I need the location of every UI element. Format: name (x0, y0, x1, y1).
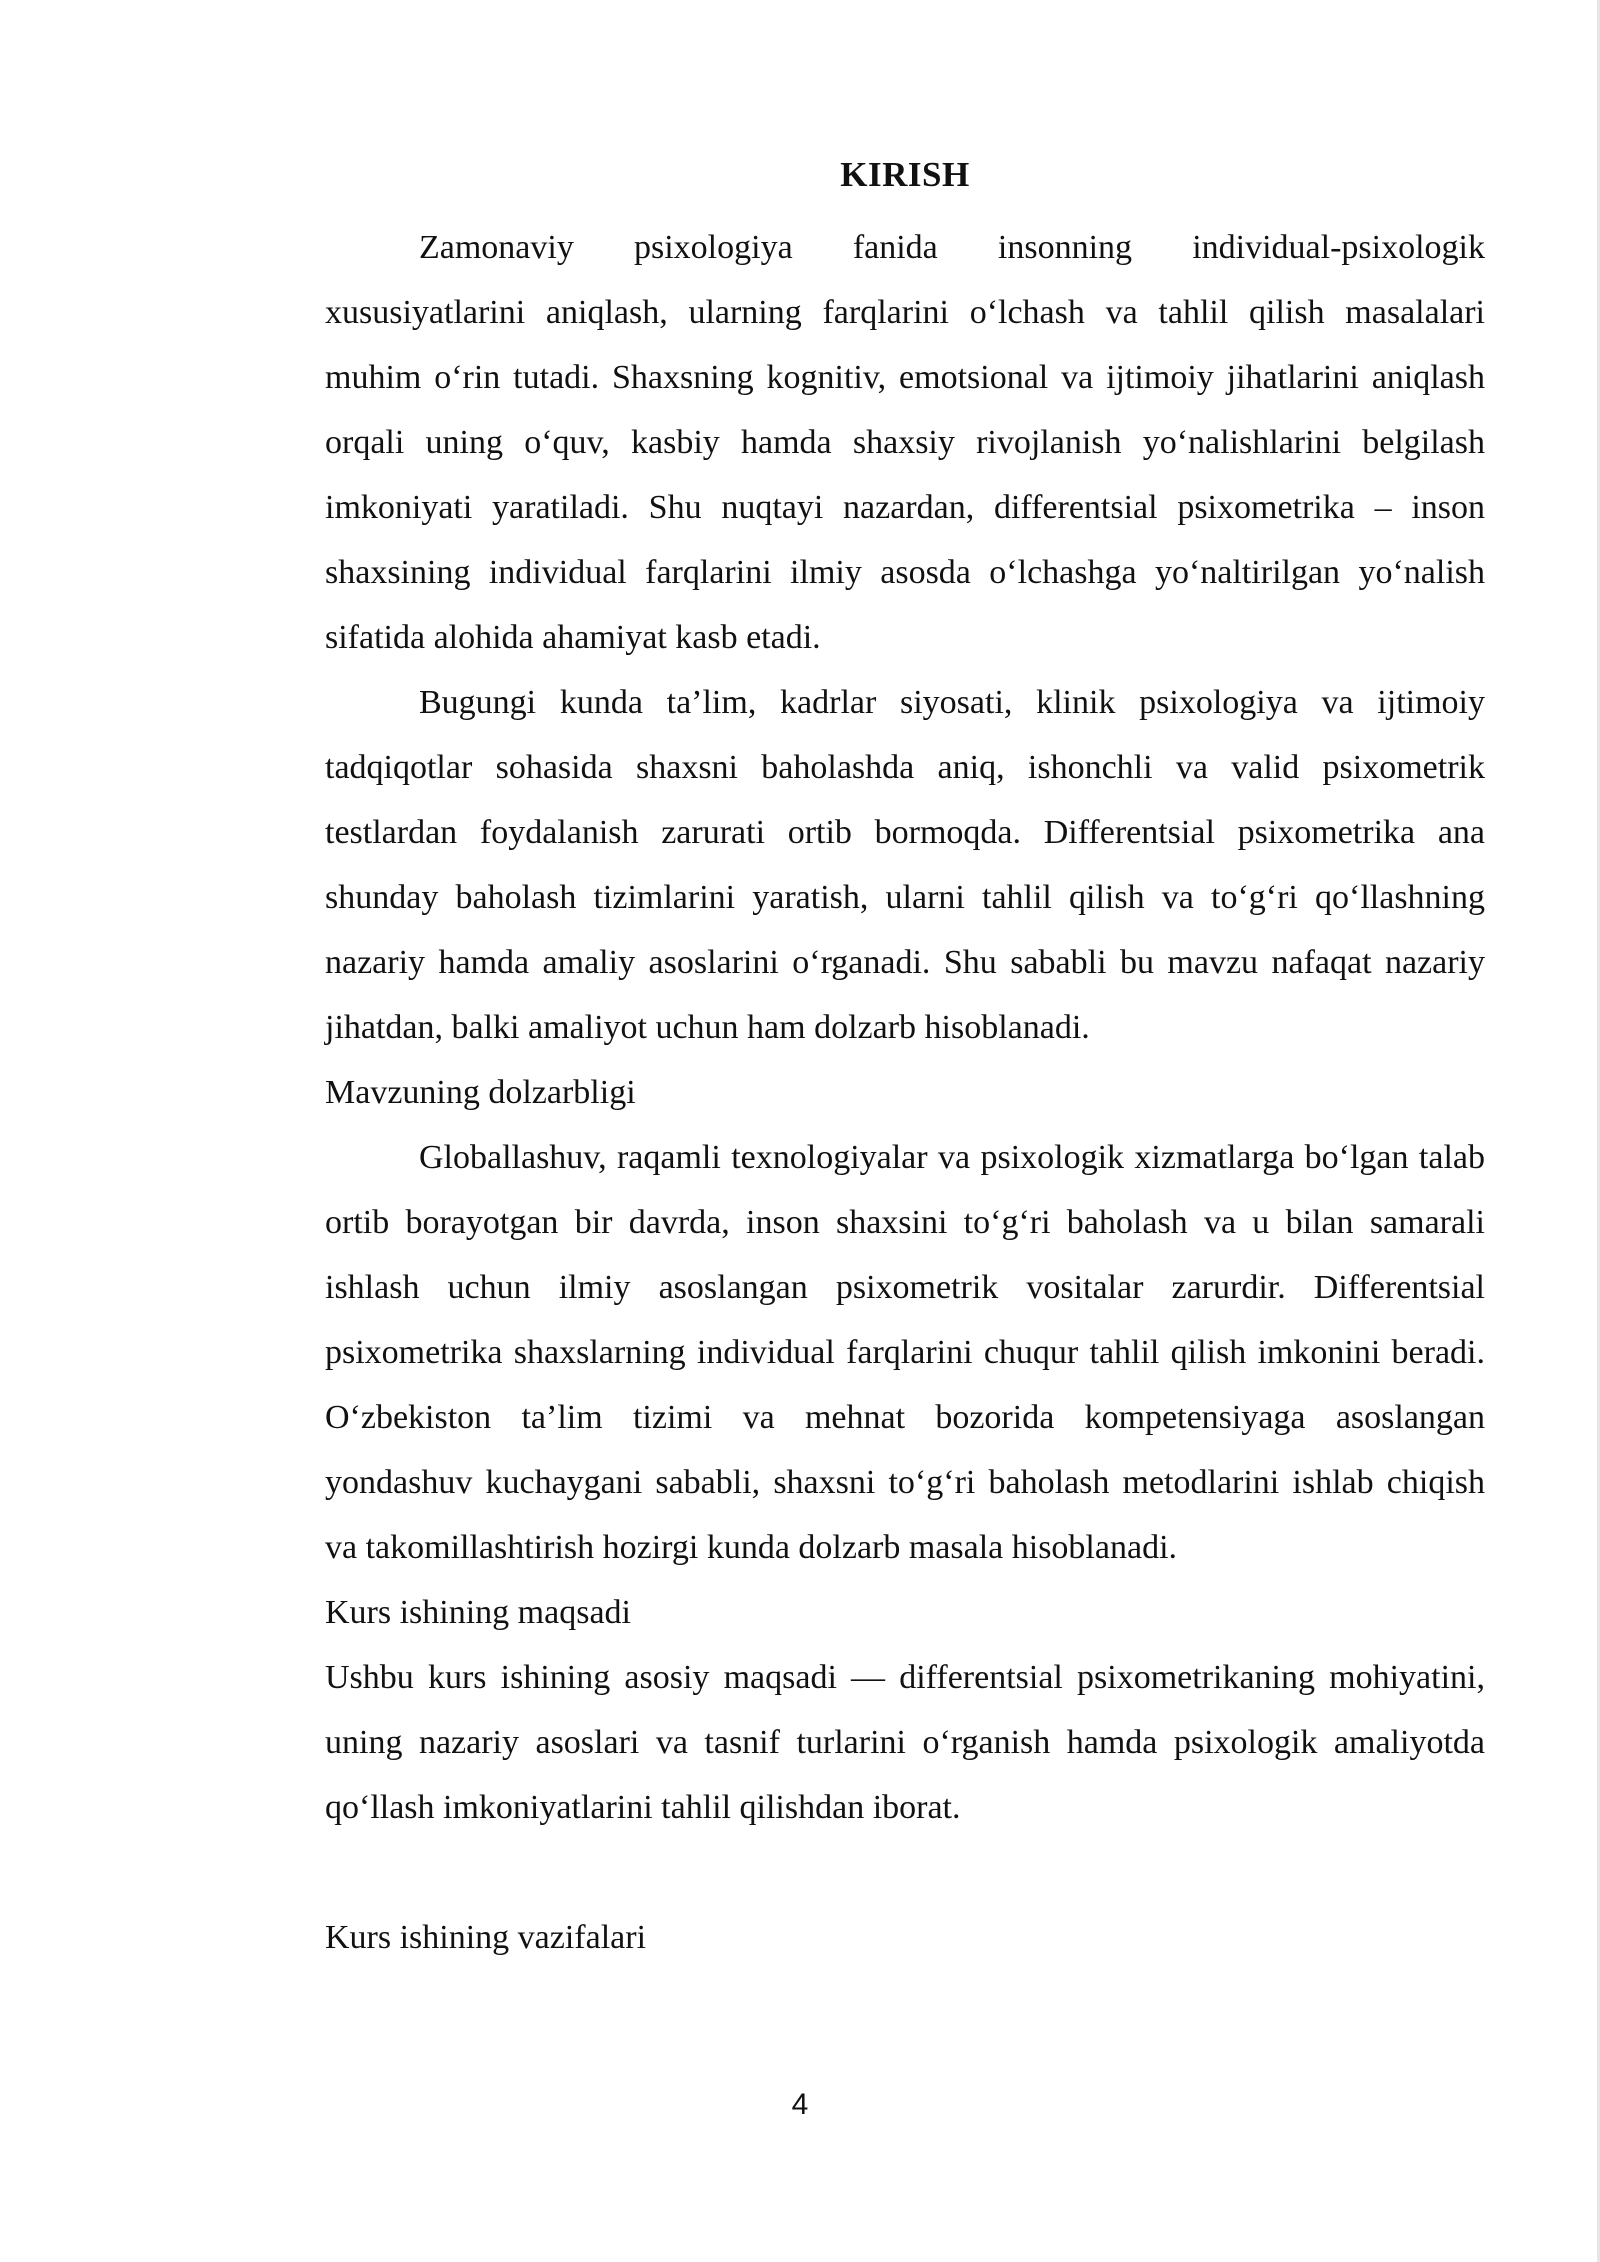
document-page (325, 150, 1485, 1970)
tasks-heading: Kurs ishining vazifalari (325, 1919, 647, 1956)
intro-paragraph-1: Zamonaviy psixologiya fanida insonning individual-psixologik xususiyatlarini aniqlash, ularning farqlarini o‘lchash va tahlil qilish masalalari muhim o‘rin tutadi. Shaxsning kognitiv, emotsional va ijtimoiy jihatlarini aniqlash orqali uning o‘quv, kasbiy hamda shaxsiy rivojlanish yo‘nalishlarini belgilash imkoniyati yaratiladi. Shu nuqtayi nazardan, differentsial psixometrika – inson shaxsining individual farqlarini ilmiy asosda o‘lchashga yo‘naltirilgan yo‘nalish sifatida alohida ahamiyat kasb etadi. (325, 229, 1485, 656)
intro-paragraph-2: Bugungi kunda ta’lim, kadrlar siyosati, klinik psixologiya va ijtimoiy tadqiqotlar sohasida shaxsni baholashda aniq, ishonchli va valid psixometrik testlardan foydalanish zarurati ortib bormoqda. Differentsial psixometrika ana shunday baholash tizimlarini yaratish, ularni tahlil qilish va to‘g‘ri qo‘llashning nazariy hamda amaliy asoslarini o‘rganadi. Shu sababli bu mavzu nafaqat nazariy jihatdan, balki amaliyot uchun ham dolzarb hisoblanadi. (325, 684, 1485, 1046)
document-title: KIRISH (840, 155, 970, 194)
goal-paragraph: Ushbu kurs ishining asosiy maqsadi — differentsial psixometrikaning mohiyatini, uning nazariy asoslari va tasnif turlarini o‘rganish hamda psixologik amaliyotda qo‘llash imkoniyatlarini tahlil qilishdan iborat. (325, 1659, 1485, 1826)
page-number: 4 (791, 2088, 809, 2121)
relevance-paragraph: Globallashuv, raqamli texnologiyalar va psixologik xizmatlarga bo‘lgan talab ortib borayotgan bir davrda, inson shaxsini to‘g‘ri baholash va u bilan samarali ishlash uchun ilmiy asoslangan psixometrik vositalar zarurdir. Differentsial psixometrika shaxslarning individual farqlarini chuqur tahlil qilish imkonini beradi. O‘zbekiston ta’lim tizimi va mehnat bozorida kompetensiyaga asoslangan yondashuv kuchaygani sababli, shaxsni to‘g‘ri baholash metodlarini ishlab chiqish va takomillashtirish hozirgi kunda dolzarb masala hisoblanadi. (325, 1139, 1485, 1566)
relevance-heading: Mavzuning dolzarbligi (325, 1074, 636, 1111)
goal-heading: Kurs ishining maqsadi (325, 1594, 631, 1631)
